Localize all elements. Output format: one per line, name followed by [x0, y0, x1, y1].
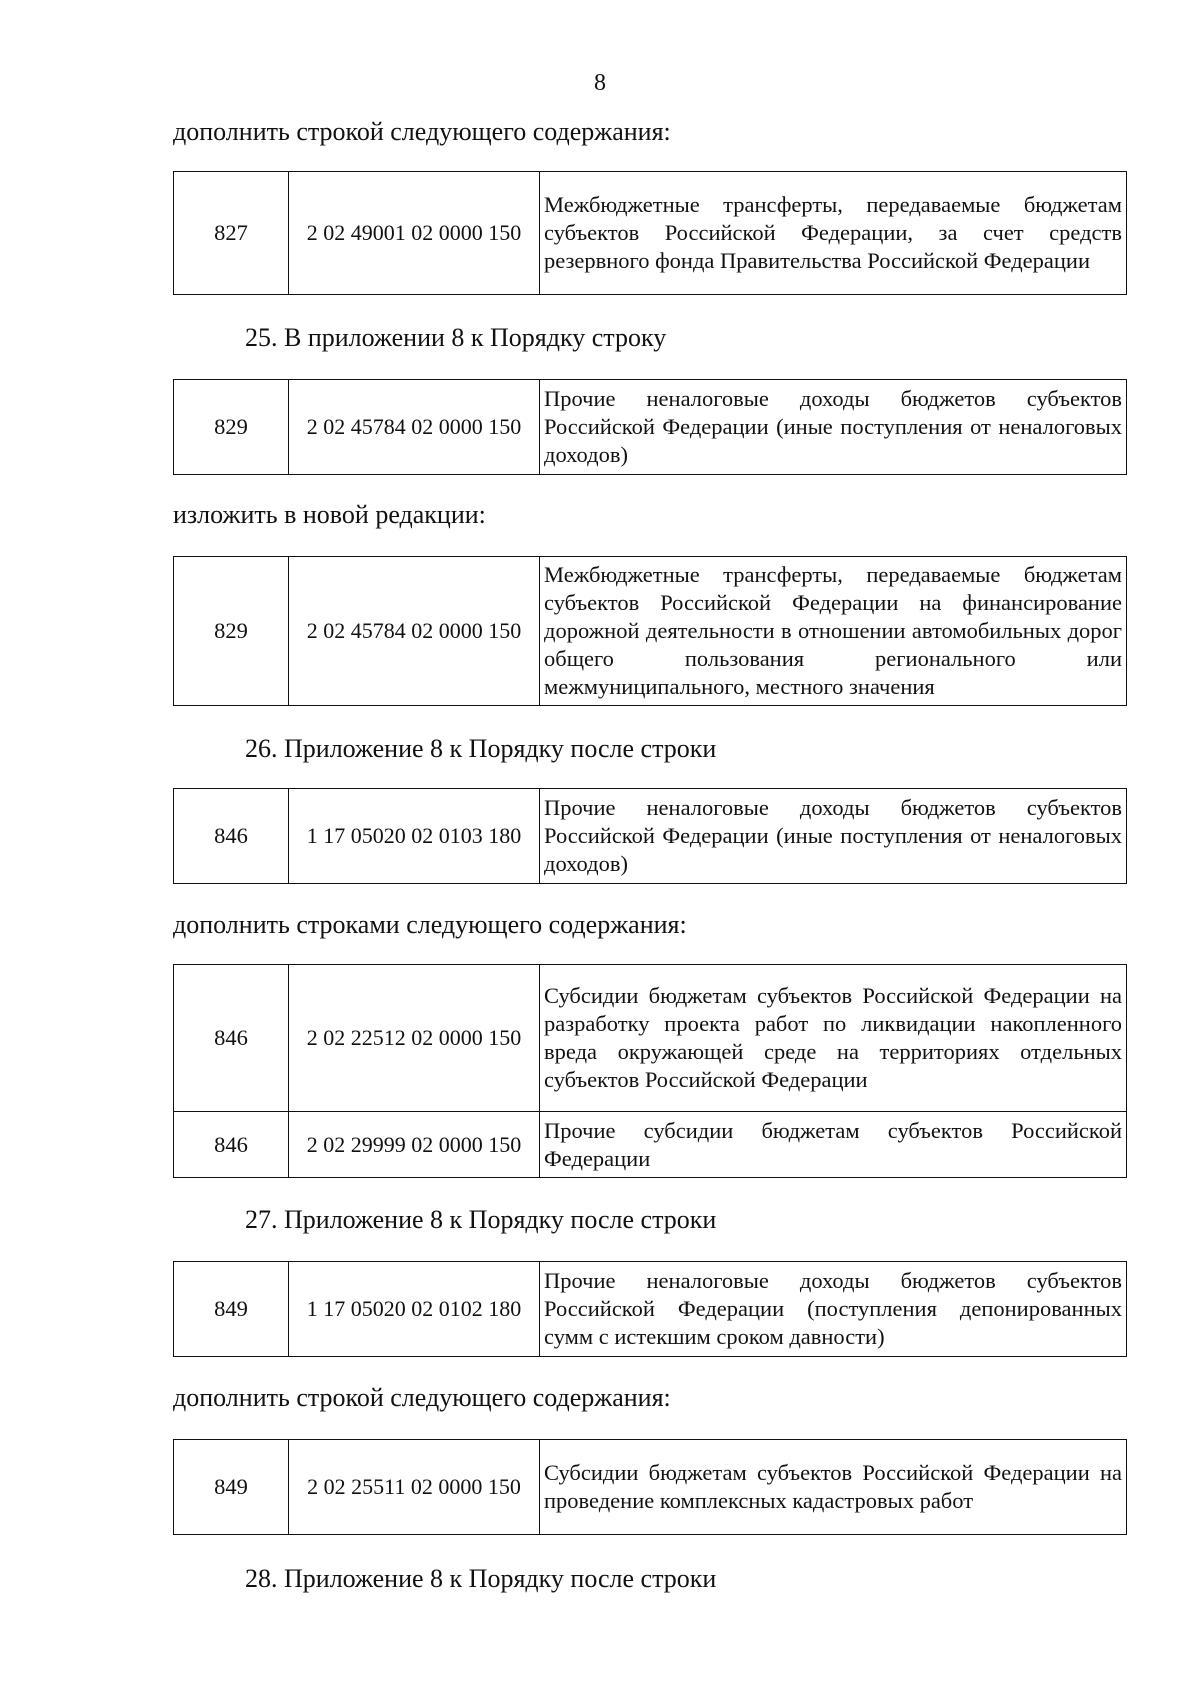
table-6 [173, 1261, 1127, 1357]
row-number: 849 [174, 1440, 289, 1535]
row-number: 846 [174, 965, 289, 1112]
row-number: 846 [174, 789, 289, 884]
row-description: Межбюджетные трансферты, передаваемые бюджетам субъектов Российской Федерации на финансирование дорожной деятельности в отношении автомобильных дорог общего пользования регионального или межмуниципального, местного значения [540, 557, 1127, 706]
budget-code: 2 02 25511 02 0000 150 [289, 1440, 540, 1535]
budget-code: 2 02 22512 02 0000 150 [289, 965, 540, 1112]
budget-code: 2 02 29999 02 0000 150 [289, 1112, 540, 1178]
row-number: 846 [174, 1112, 289, 1178]
budget-code: 2 02 49001 02 0000 150 [289, 172, 540, 295]
row-description: Субсидии бюджетам субъектов Российской Федерации на разработку проекта работ по ликвидации накопленного вреда окружающей среде на территориях отдельных субъектов Российской Федерации [540, 965, 1127, 1112]
budget-code: 2 02 45784 02 0000 150 [289, 380, 540, 475]
table-row [174, 1262, 1127, 1357]
paragraph-add-row-2: дополнить строкой следующего содержания: [173, 1383, 671, 1412]
paragraph-item-25: 25. В приложении 8 к Порядку строку [245, 323, 667, 352]
table-row [174, 557, 1127, 706]
row-number: 829 [174, 557, 289, 706]
row-description: Межбюджетные трансферты, передаваемые бюджетам субъектов Российской Федерации, за счет средств резервного фонда Правительства Российской Федерации [540, 172, 1127, 295]
paragraph-item-26: 26. Приложение 8 к Порядку после строки [245, 734, 717, 763]
paragraph-new-edition: изложить в новой редакции: [173, 500, 486, 529]
table-row [174, 1112, 1127, 1178]
table-4 [173, 788, 1127, 884]
paragraph-add-rows: дополнить строками следующего содержания: [173, 910, 687, 939]
paragraph-item-28: 28. Приложение 8 к Порядку после строки [245, 1564, 717, 1593]
row-description: Прочие неналоговые доходы бюджетов субъектов Российской Федерации (поступления депонированных сумм с истекшим сроком давности) [540, 1262, 1127, 1357]
row-number: 849 [174, 1262, 289, 1357]
table-1 [173, 171, 1127, 295]
row-description: Субсидии бюджетам субъектов Российской Федерации на проведение комплексных кадастровых работ [540, 1440, 1127, 1535]
row-number: 827 [174, 172, 289, 295]
table-5 [173, 964, 1127, 1178]
table-3 [173, 556, 1127, 706]
row-description: Прочие неналоговые доходы бюджетов субъектов Российской Федерации (иные поступления от неналоговых доходов) [540, 789, 1127, 884]
page-number: 8 [594, 70, 606, 96]
budget-code: 1 17 05020 02 0102 180 [289, 1262, 540, 1357]
table-row [174, 380, 1127, 475]
budget-code: 1 17 05020 02 0103 180 [289, 789, 540, 884]
row-description: Прочие неналоговые доходы бюджетов субъектов Российской Федерации (иные поступления от неналоговых доходов) [540, 380, 1127, 475]
table-row [174, 172, 1127, 295]
paragraph-item-27: 27. Приложение 8 к Порядку после строки [245, 1205, 717, 1234]
budget-code: 2 02 45784 02 0000 150 [289, 557, 540, 706]
row-description: Прочие субсидии бюджетам субъектов Российской Федерации [540, 1112, 1127, 1178]
table-2 [173, 379, 1127, 475]
table-row [174, 789, 1127, 884]
table-row [174, 1440, 1127, 1535]
row-number: 829 [174, 380, 289, 475]
table-7 [173, 1439, 1127, 1535]
table-row [174, 965, 1127, 1112]
paragraph-add-row: дополнить строкой следующего содержания: [173, 117, 671, 146]
